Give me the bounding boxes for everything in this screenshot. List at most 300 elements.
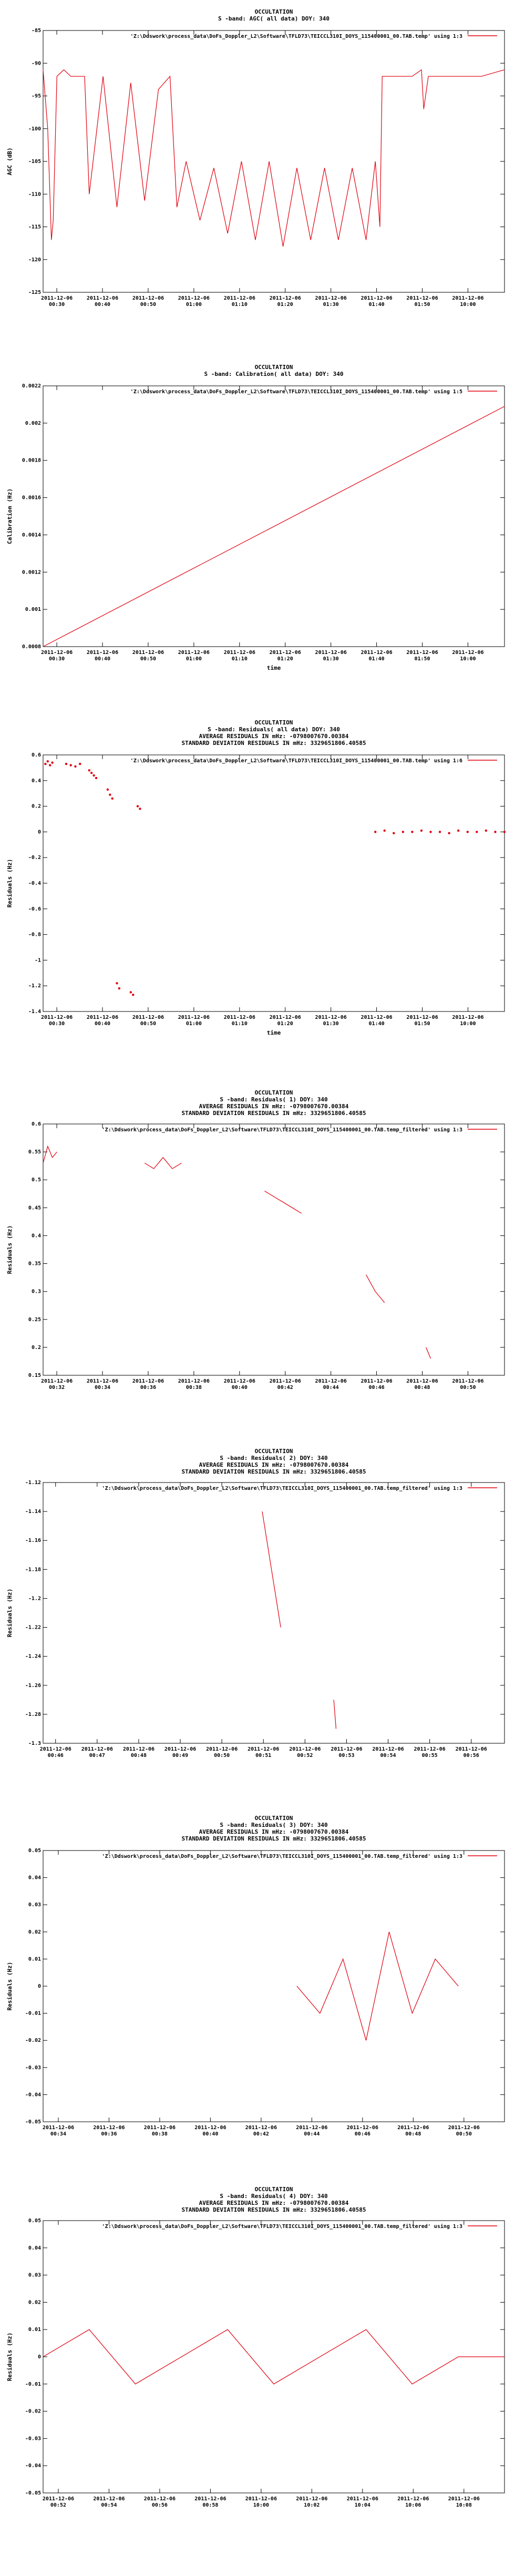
x-tick-label-time: 01:00 [186,302,202,308]
chart-title-line: STANDARD DEVIATION RESIDUALS IN mHz: 3329651806.40585 [181,1468,366,1475]
chart-title-line: S -band: Residuals( all data) DOY: 340 [208,726,340,733]
series-line-1 [43,1147,57,1163]
y-axis-label: Residuals (Hz) [6,1961,13,2011]
y-tick-label: 0.0022 [22,383,41,389]
x-tick-label-time: 01:10 [231,1021,248,1027]
data-point [109,793,111,795]
x-tick-label-date: 2011-12-06 [194,2125,226,2131]
x-tick-label-date: 2011-12-06 [194,2496,226,2502]
x-tick-label-time: 01:10 [231,302,248,308]
x-tick-label-time: 00:55 [421,1753,438,1759]
x-tick-label-time: 01:00 [186,1021,202,1027]
x-tick-label-date: 2011-12-06 [269,650,301,656]
x-tick-label-time: 01:50 [414,1021,430,1027]
legend-entry: 'Z:\Ddswork\process_data\DoFs_Doppler_L2\Software\TFLD73\TEICCL310I_DOYS_115400001_00.TAB.temp' using 1:6 [130,758,462,764]
x-tick-label-date: 2011-12-06 [40,295,73,301]
y-tick-label: -0.04 [25,2463,41,2469]
legend-entry: 'Z:\Ddswork\process_data\DoFs_Doppler_L2\Software\TFLD73\TEICCL310I_DOYS_115400001_00.TAB.temp_filtered' using 1:3 [101,1486,462,1491]
y-tick-label: -100 [28,126,41,132]
x-tick-label-date: 2011-12-06 [40,1015,73,1020]
plot-frame [43,1124,504,1375]
y-tick-label: 0 [37,2354,41,2360]
x-tick-label-date: 2011-12-06 [42,2496,75,2502]
chart-title-line: STANDARD DEVIATION RESIDUALS IN mHz: 3329651806.40585 [181,740,366,747]
y-tick-label: -1.28 [25,1711,41,1718]
y-tick-label: 0.001 [25,607,41,613]
x-tick-label-time: 00:38 [151,2131,168,2137]
y-axis-label: Residuals (Hz) [6,1588,13,1638]
x-tick-label-time: 01:30 [323,302,339,308]
chart-title-line: STANDARD DEVIATION RESIDUALS IN mHz: 3329651806.40585 [181,1835,366,1842]
chart-title-line: S -band: Residuals( 3) DOY: 340 [220,1822,328,1828]
series-line-4 [366,1275,385,1303]
y-tick-label: 0.0012 [22,569,41,576]
y-tick-label: -1.18 [25,1567,41,1573]
x-tick-label-date: 2011-12-06 [132,1378,164,1384]
y-tick-label: -1 [34,957,41,964]
chart-title-line: AVERAGE RESIDUALS IN mHz: -0798007670.00384 [199,1103,349,1110]
data-point [51,761,53,763]
y-axis-label: Residuals (Hz) [6,1225,13,1274]
x-tick-label-time: 00:48 [405,2131,421,2137]
x-tick-label-date: 2011-12-06 [346,2125,378,2131]
y-axis-label: Residuals (Hz) [6,858,13,908]
y-tick-label: 0 [37,829,41,835]
y-tick-label: -90 [31,60,41,67]
data-point [457,830,459,832]
x-tick-label-date: 2011-12-06 [452,1378,484,1384]
data-point [90,772,92,774]
data-point [47,760,49,762]
y-tick-label: -1.16 [25,1538,41,1544]
data-point [74,765,76,768]
x-tick-label-time: 00:30 [49,302,65,308]
y-tick-label: -1.2 [28,1596,41,1602]
data-point [65,763,67,765]
x-tick-label-time: 00:44 [323,1385,339,1391]
data-point [384,830,386,832]
chart-title-line: AVERAGE RESIDUALS IN mHz: -0798007670.00384 [199,733,349,740]
plot-frame [43,386,504,647]
data-point [429,831,431,833]
chart-panel-7 [6,2186,504,2508]
chart-title-line: OCCULTATION [254,1089,293,1096]
x-tick-label-date: 2011-12-06 [223,295,255,301]
y-tick-label: -85 [31,28,41,34]
x-tick-label-date: 2011-12-06 [289,1746,321,1752]
chart-panel-1 [6,8,504,308]
x-tick-label-time: 10:08 [456,2502,472,2508]
y-tick-label: -1.3 [28,1741,41,1746]
x-tick-label-time: 00:40 [202,2131,219,2137]
y-tick-label: -0.02 [25,2038,41,2044]
y-tick-label: 0.002 [25,420,41,426]
x-tick-label-time: 01:40 [368,656,385,662]
chart-title-line: AVERAGE RESIDUALS IN mHz: -0798007670.00384 [199,1461,349,1468]
data-point [44,763,46,765]
x-tick-label-time: 01:30 [323,656,339,662]
y-tick-label: 0.4 [31,778,41,784]
x-tick-label-date: 2011-12-06 [81,1746,113,1752]
x-tick-label-date: 2011-12-06 [132,295,164,301]
x-tick-label-time: 01:20 [277,656,293,662]
x-tick-label-time: 00:48 [130,1753,147,1759]
x-tick-label-time: 00:36 [140,1385,156,1391]
data-point [137,805,139,807]
x-tick-label-time: 00:46 [354,2131,370,2137]
x-tick-label-date: 2011-12-06 [86,1378,119,1384]
x-tick-label-date: 2011-12-06 [455,1746,487,1752]
x-tick-label-date: 2011-12-06 [39,1746,71,1752]
data-point [95,777,97,779]
x-tick-label-time: 01:40 [368,1021,385,1027]
x-tick-label-date: 2011-12-06 [248,1746,280,1752]
y-tick-label: -1.4 [28,1009,41,1015]
x-tick-label-time: 10:00 [460,1021,476,1027]
chart-title-line: S -band: Residuals( 4) DOY: 340 [220,2193,328,2200]
x-tick-label-time: 00:47 [89,1753,105,1759]
chart-title-line: STANDARD DEVIATION RESIDUALS IN mHz: 3329651806.40585 [181,1110,366,1117]
x-tick-label-date: 2011-12-06 [346,2496,378,2502]
x-tick-label-time: 00:40 [231,1385,248,1391]
x-tick-label-time: 00:34 [50,2131,66,2137]
y-tick-label: -0.6 [28,906,41,912]
y-axis-label: Calibration (Hz) [6,488,13,544]
x-axis-label: time [266,1029,281,1036]
x-tick-label-date: 2011-12-06 [406,650,438,656]
x-tick-label-date: 2011-12-06 [206,1746,238,1752]
series-line-1 [297,1932,458,2040]
y-tick-label: 0.2 [31,1344,41,1351]
x-tick-label-date: 2011-12-06 [269,295,301,301]
x-tick-label-date: 2011-12-06 [164,1746,197,1752]
y-tick-label: -105 [28,159,41,165]
chart-title-line: OCCULTATION [254,364,293,371]
y-tick-label: -115 [28,224,41,230]
x-tick-label-time: 00:49 [172,1753,189,1759]
data-point [402,831,404,833]
data-point [374,831,376,833]
y-tick-label: -0.01 [25,2010,41,2017]
y-tick-label: 0.3 [31,1289,41,1295]
x-tick-label-time: 00:32 [49,1385,65,1391]
x-tick-label-date: 2011-12-06 [448,2496,480,2502]
x-tick-label-time: 00:50 [140,1021,156,1027]
x-tick-label-time: 00:56 [151,2502,168,2508]
x-tick-label-time: 00:42 [253,2131,269,2137]
x-tick-label-time: 00:40 [94,1021,111,1027]
data-point [111,798,114,800]
x-tick-label-date: 2011-12-06 [132,650,164,656]
y-tick-label: -0.4 [28,881,41,886]
x-axis-label: time [266,665,281,671]
x-tick-label-date: 2011-12-06 [93,2496,125,2502]
y-tick-label: 0.03 [28,2272,41,2278]
x-tick-label-date: 2011-12-06 [178,650,210,656]
data-point [503,831,506,833]
data-point [420,830,423,832]
data-point [411,831,413,833]
x-tick-label-time: 00:54 [380,1753,396,1759]
x-tick-label-date: 2011-12-06 [452,650,484,656]
y-tick-label: 0.55 [28,1149,41,1156]
x-tick-label-time: 01:10 [231,656,248,662]
x-tick-label-date: 2011-12-06 [315,295,347,301]
y-tick-label: -0.02 [25,2408,41,2415]
x-tick-label-date: 2011-12-06 [397,2125,429,2131]
x-tick-label-date: 2011-12-06 [296,2496,328,2502]
x-tick-label-time: 00:54 [101,2502,117,2508]
x-tick-label-date: 2011-12-06 [178,1015,210,1020]
x-tick-label-date: 2011-12-06 [406,1015,438,1020]
y-tick-label: 0.01 [28,1956,41,1962]
x-tick-label-date: 2011-12-06 [414,1746,446,1752]
x-tick-label-date: 2011-12-06 [315,1378,347,1384]
x-tick-label-date: 2011-12-06 [86,295,119,301]
plot-frame [43,755,504,1011]
x-tick-label-date: 2011-12-06 [269,1015,301,1020]
y-tick-label: 0.01 [28,2327,41,2333]
series-line-1 [43,2329,504,2384]
chart-title-line: OCCULTATION [254,1815,293,1822]
x-tick-label-time: 00:51 [255,1753,272,1759]
x-tick-label-date: 2011-12-06 [178,295,210,301]
x-tick-label-date: 2011-12-06 [143,2496,176,2502]
data-point [485,830,487,832]
chart-title-line: AVERAGE RESIDUALS IN mHz: -0798007670.00384 [199,1828,349,1835]
x-tick-label-time: 01:30 [323,1021,339,1027]
y-tick-label: 0.0016 [22,495,41,501]
x-tick-label-time: 00:56 [463,1753,479,1759]
x-tick-label-date: 2011-12-06 [360,1015,393,1020]
series-line-1 [43,406,504,647]
x-tick-label-time: 01:50 [414,302,430,308]
x-tick-label-time: 00:30 [49,656,65,662]
y-axis-label: AGC (dB) [6,147,13,176]
data-point [107,789,109,791]
data-point [393,832,395,834]
series-line-3 [264,1191,301,1214]
x-tick-label-date: 2011-12-06 [397,2496,429,2502]
x-tick-label-time: 00:40 [94,302,111,308]
chart-title-line: OCCULTATION [254,1448,293,1455]
y-tick-label: -0.03 [25,2064,41,2071]
x-tick-label-date: 2011-12-06 [448,2125,480,2131]
x-tick-label-time: 01:00 [186,656,202,662]
plot-frame [43,1851,504,2122]
chart-title-line: S -band: Calibration( all data) DOY: 340 [204,371,344,377]
y-tick-label: -0.03 [25,2436,41,2442]
chart-panel-6 [6,1815,504,2137]
series-line-2 [145,1158,181,1169]
chart-title-line: S -band: Residuals( 2) DOY: 340 [220,1455,328,1461]
x-tick-label-date: 2011-12-06 [178,1378,210,1384]
data-point [448,832,450,834]
y-tick-label: 0.0014 [22,532,41,538]
y-tick-label: 0.03 [28,1902,41,1908]
y-tick-label: 0.45 [28,1205,41,1211]
chart-title-line: OCCULTATION [254,719,293,726]
y-tick-label: -0.04 [25,2092,41,2098]
x-tick-label-date: 2011-12-06 [315,1015,347,1020]
x-tick-label-date: 2011-12-06 [315,650,347,656]
data-point [116,982,118,984]
x-tick-label-time: 00:52 [50,2502,66,2508]
y-tick-label: 0.2 [31,803,41,810]
x-tick-label-date: 2011-12-06 [360,1378,393,1384]
x-tick-label-time: 10:06 [405,2502,421,2508]
data-point [49,764,51,766]
x-tick-label-time: 00:58 [202,2502,219,2508]
data-point [88,769,90,771]
x-tick-label-time: 00:50 [460,1385,476,1391]
x-tick-label-date: 2011-12-06 [245,2125,277,2131]
y-tick-label: 0.15 [28,1373,41,1378]
y-tick-label: -0.05 [25,2490,41,2496]
x-tick-label-time: 10:00 [460,656,476,662]
x-tick-label-date: 2011-12-06 [406,1378,438,1384]
x-tick-label-date: 2011-12-06 [269,1378,301,1384]
y-tick-label: -1.22 [25,1624,41,1631]
legend-entry: 'Z:\Ddswork\process_data\DoFs_Doppler_L2\Software\TFLD73\TEICCL310I_DOYS_115400001_00.TAB.temp' using 1:3 [130,34,462,39]
y-tick-label: 0.04 [28,2245,41,2251]
y-tick-label: -0.2 [28,855,41,861]
x-tick-label-time: 01:50 [414,656,430,662]
x-tick-label-date: 2011-12-06 [452,1015,484,1020]
x-tick-label-date: 2011-12-06 [296,2125,328,2131]
y-tick-label: 0.02 [28,2299,41,2306]
y-tick-label: -110 [28,191,41,198]
x-tick-label-time: 01:20 [277,302,293,308]
data-point [79,763,81,765]
x-tick-label-time: 00:46 [368,1385,385,1391]
x-tick-label-date: 2011-12-06 [42,2125,75,2131]
y-tick-label: -95 [31,93,41,99]
x-tick-label-time: 10:04 [354,2502,370,2508]
y-tick-label: 0.04 [28,1875,41,1881]
chart-panel-3 [6,719,506,1036]
chart-title-line: STANDARD DEVIATION RESIDUALS IN mHz: 3329651806.40585 [181,2206,366,2213]
x-tick-label-time: 00:44 [304,2131,320,2137]
x-tick-label-time: 00:50 [456,2131,472,2137]
x-tick-label-date: 2011-12-06 [93,2125,125,2131]
x-tick-label-date: 2011-12-06 [223,1378,255,1384]
y-tick-label: 0.5 [31,1177,41,1183]
chart-title-line: OCCULTATION [254,2186,293,2193]
legend-entry: 'Z:\Ddswork\process_data\DoFs_Doppler_L2\Software\TFLD73\TEICCL310I_DOYS_115400001_00.TAB.temp_filtered' using 1:3 [101,1127,462,1133]
series-line-5 [426,1347,431,1358]
y-tick-label: -1.2 [28,983,41,989]
x-tick-label-time: 01:20 [277,1021,293,1027]
data-point [92,774,95,776]
chart-title-line: OCCULTATION [254,8,293,15]
x-tick-label-time: 00:38 [186,1385,202,1391]
data-point [118,987,120,989]
y-tick-label: 0.02 [28,1929,41,1935]
x-tick-label-date: 2011-12-06 [360,650,393,656]
data-point [69,764,71,766]
chart-panel-4 [6,1089,504,1391]
data-point [439,831,441,833]
y-tick-label: -120 [28,257,41,263]
y-tick-label: -0.01 [25,2381,41,2387]
y-tick-label: -1.26 [25,1682,41,1689]
y-tick-label: -0.8 [28,932,41,938]
y-tick-label: -125 [28,290,41,295]
x-tick-label-date: 2011-12-06 [143,2125,176,2131]
y-tick-label: 0.25 [28,1316,41,1323]
chart-panel-5 [6,1448,504,1759]
x-tick-label-time: 10:00 [460,302,476,308]
x-tick-label-date: 2011-12-06 [122,1746,155,1752]
x-tick-label-time: 00:50 [140,656,156,662]
y-tick-label: 0.6 [31,1121,41,1127]
x-tick-label-time: 00:40 [94,656,111,662]
data-point [139,807,141,810]
data-point [132,994,134,996]
x-tick-label-time: 00:46 [47,1753,64,1759]
x-tick-label-date: 2011-12-06 [223,1015,255,1020]
chart-title-line: S -band: AGC( all data) DOY: 340 [218,15,329,22]
series-line-2 [334,1700,336,1729]
y-tick-label: 0.35 [28,1261,41,1267]
legend-entry: 'Z:\Ddswork\process_data\DoFs_Doppler_L2\Software\TFLD73\TEICCL310I_DOYS_115400001_00.TAB.temp_filtered' using 1:3 [101,1854,462,1859]
x-tick-label-date: 2011-12-06 [132,1015,164,1020]
series-line-1 [262,1511,281,1628]
y-axis-label: Residuals (Hz) [6,2332,13,2381]
y-tick-label: -1.24 [25,1653,41,1660]
plot-frame [43,1483,504,1743]
y-tick-label: 0.0008 [22,644,41,650]
data-point [130,991,132,993]
x-tick-label-time: 00:52 [297,1753,313,1759]
x-tick-label-date: 2011-12-06 [86,1015,119,1020]
x-tick-label-date: 2011-12-06 [223,650,255,656]
x-tick-label-time: 00:50 [140,302,156,308]
y-tick-label: 0.05 [28,1848,41,1854]
chart-title-line: S -band: Residuals( 1) DOY: 340 [220,1096,328,1103]
y-tick-label: 0.0018 [22,457,41,464]
data-point [476,831,478,833]
x-tick-label-date: 2011-12-06 [86,650,119,656]
x-tick-label-date: 2011-12-06 [40,1378,73,1384]
x-tick-label-date: 2011-12-06 [372,1746,404,1752]
x-tick-label-time: 00:36 [101,2131,117,2137]
x-tick-label-time: 01:40 [368,302,385,308]
x-tick-label-time: 00:34 [94,1385,111,1391]
x-tick-label-time: 00:53 [338,1753,355,1759]
x-tick-label-time: 00:42 [277,1385,293,1391]
x-tick-label-time: 00:50 [214,1753,230,1759]
y-tick-label: -1.12 [25,1480,41,1486]
x-tick-label-date: 2011-12-06 [360,295,393,301]
x-tick-label-date: 2011-12-06 [331,1746,363,1752]
y-tick-label: 0.4 [31,1233,41,1239]
x-tick-label-date: 2011-12-06 [245,2496,277,2502]
x-tick-label-date: 2011-12-06 [40,650,73,656]
y-tick-label: -1.14 [25,1509,41,1515]
legend-entry: 'Z:\Ddswork\process_data\DoFs_Doppler_L2\Software\TFLD73\TEICCL310I_DOYS_115400001_00.TAB.temp' using 1:5 [130,389,462,395]
x-tick-label-time: 00:48 [414,1385,430,1391]
chart-title-line: AVERAGE RESIDUALS IN mHz: -0798007670.00384 [199,2200,349,2206]
y-tick-label: -0.05 [25,2119,41,2125]
y-tick-label: 0 [37,1984,41,1989]
y-tick-label: 0.6 [31,752,41,758]
data-point [494,831,496,833]
data-point [467,831,469,833]
y-tick-label: 0.05 [28,2218,41,2224]
series-line-1 [43,70,504,247]
